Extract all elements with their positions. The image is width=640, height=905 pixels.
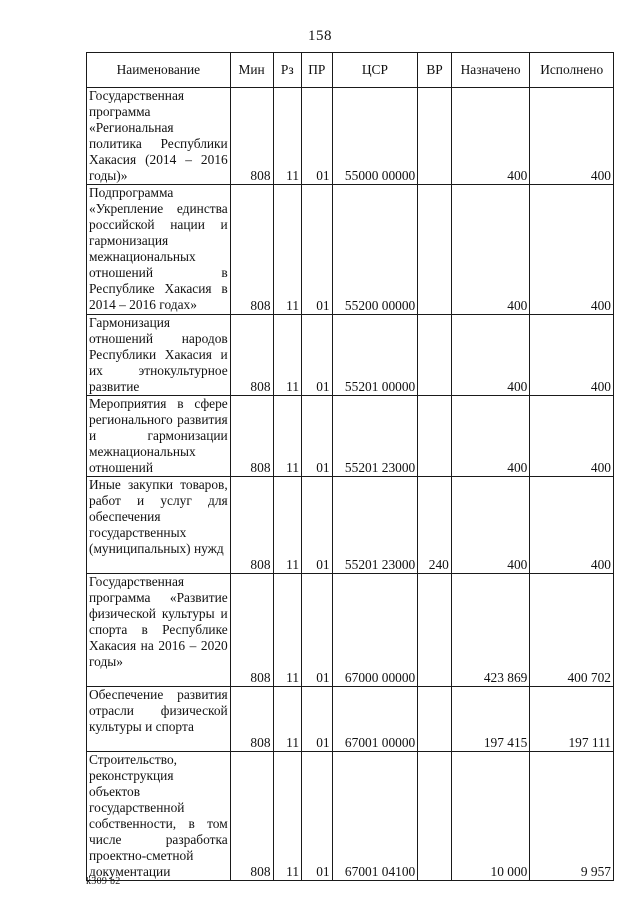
row-executed: 400 xyxy=(530,185,614,315)
header-pr: ПР xyxy=(302,53,333,88)
row-assigned: 400 xyxy=(451,88,529,185)
header-assigned: Назначено xyxy=(451,53,529,88)
row-min: 808 xyxy=(230,574,273,687)
row-assigned: 400 xyxy=(451,185,529,315)
row-rz: 11 xyxy=(273,315,302,396)
row-executed: 400 702 xyxy=(530,574,614,687)
table-row xyxy=(87,687,614,752)
page-number: 158 xyxy=(308,28,332,44)
row-name: Мероприятия в сфере регионального развития и гармонизации межнациональных отношений xyxy=(87,396,231,477)
row-executed: 400 xyxy=(530,88,614,185)
row-assigned: 400 xyxy=(451,396,529,477)
row-min: 808 xyxy=(230,396,273,477)
row-pr: 01 xyxy=(302,185,333,315)
row-vr xyxy=(418,396,452,477)
row-csr: 55201 23000 xyxy=(332,396,418,477)
header-vr: ВР xyxy=(418,53,452,88)
row-pr: 01 xyxy=(302,315,333,396)
table-header-row xyxy=(87,53,614,88)
row-executed: 400 xyxy=(530,315,614,396)
row-csr: 67001 00000 xyxy=(332,687,418,752)
row-csr: 67000 00000 xyxy=(332,574,418,687)
row-pr: 01 xyxy=(302,396,333,477)
row-vr xyxy=(418,315,452,396)
row-rz: 11 xyxy=(273,88,302,185)
table-row xyxy=(87,315,614,396)
header-min: Мин xyxy=(230,53,273,88)
row-executed: 197 111 xyxy=(530,687,614,752)
row-executed: 400 xyxy=(530,396,614,477)
row-rz: 11 xyxy=(273,574,302,687)
table-row xyxy=(87,574,614,687)
row-rz: 11 xyxy=(273,396,302,477)
row-name: Строительство, реконструкция объектов государственной собственности, в том числе разработка проектно-сметной документации xyxy=(87,752,231,881)
header-rz: Рз xyxy=(273,53,302,88)
row-vr xyxy=(418,88,452,185)
table-row xyxy=(87,477,614,574)
row-vr xyxy=(418,687,452,752)
header-csr: ЦСР xyxy=(332,53,418,88)
row-csr: 55201 23000 xyxy=(332,477,418,574)
table-row xyxy=(87,752,614,881)
row-assigned: 197 415 xyxy=(451,687,529,752)
row-rz: 11 xyxy=(273,687,302,752)
row-rz: 11 xyxy=(273,752,302,881)
row-rz: 11 xyxy=(273,477,302,574)
table-row xyxy=(87,185,614,315)
row-pr: 01 xyxy=(302,477,333,574)
row-vr xyxy=(418,185,452,315)
row-pr: 01 xyxy=(302,752,333,881)
row-vr xyxy=(418,574,452,687)
row-csr: 55201 00000 xyxy=(332,315,418,396)
table-row xyxy=(87,88,614,185)
row-rz: 11 xyxy=(273,185,302,315)
row-name: Обеспечение развития отрасли физической культуры и спорта xyxy=(87,687,231,752)
row-pr: 01 xyxy=(302,88,333,185)
row-pr: 01 xyxy=(302,687,333,752)
row-min: 808 xyxy=(230,88,273,185)
row-vr: 240 xyxy=(418,477,452,574)
header-name: Наименование xyxy=(87,53,231,88)
header-executed: Исполнено xyxy=(530,53,614,88)
row-name: Государственная программа «Региональная политика Республики Хакасия (2014 – 2016 годы)» xyxy=(87,88,231,185)
row-csr: 55200 00000 xyxy=(332,185,418,315)
footer-code: k309 b2 xyxy=(86,876,121,887)
row-min: 808 xyxy=(230,477,273,574)
row-min: 808 xyxy=(230,315,273,396)
row-executed: 400 xyxy=(530,477,614,574)
row-min: 808 xyxy=(230,752,273,881)
row-assigned: 423 869 xyxy=(451,574,529,687)
budget-table xyxy=(86,52,614,881)
row-vr xyxy=(418,752,452,881)
row-name: Гармонизация отношений народов Республики Хакасия и их этнокультурное развитие xyxy=(87,315,231,396)
row-name: Государственная программа «Развитие физической культуры и спорта в Республике Хакасия на 2016 – 2020 годы» xyxy=(87,574,231,687)
row-assigned: 400 xyxy=(451,477,529,574)
row-name: Подпрограмма «Укрепление единства российской нации и гармонизация межнациональных отношений в Республике Хакасия в 2014 – 2016 годах» xyxy=(87,185,231,315)
row-assigned: 10 000 xyxy=(451,752,529,881)
row-csr: 55000 00000 xyxy=(332,88,418,185)
row-assigned: 400 xyxy=(451,315,529,396)
row-executed: 9 957 xyxy=(530,752,614,881)
row-min: 808 xyxy=(230,687,273,752)
row-name: Иные закупки товаров, работ и услуг для обеспечения государственных (муниципальных) нужд xyxy=(87,477,231,574)
table-row xyxy=(87,396,614,477)
row-csr: 67001 04100 xyxy=(332,752,418,881)
row-pr: 01 xyxy=(302,574,333,687)
row-min: 808 xyxy=(230,185,273,315)
